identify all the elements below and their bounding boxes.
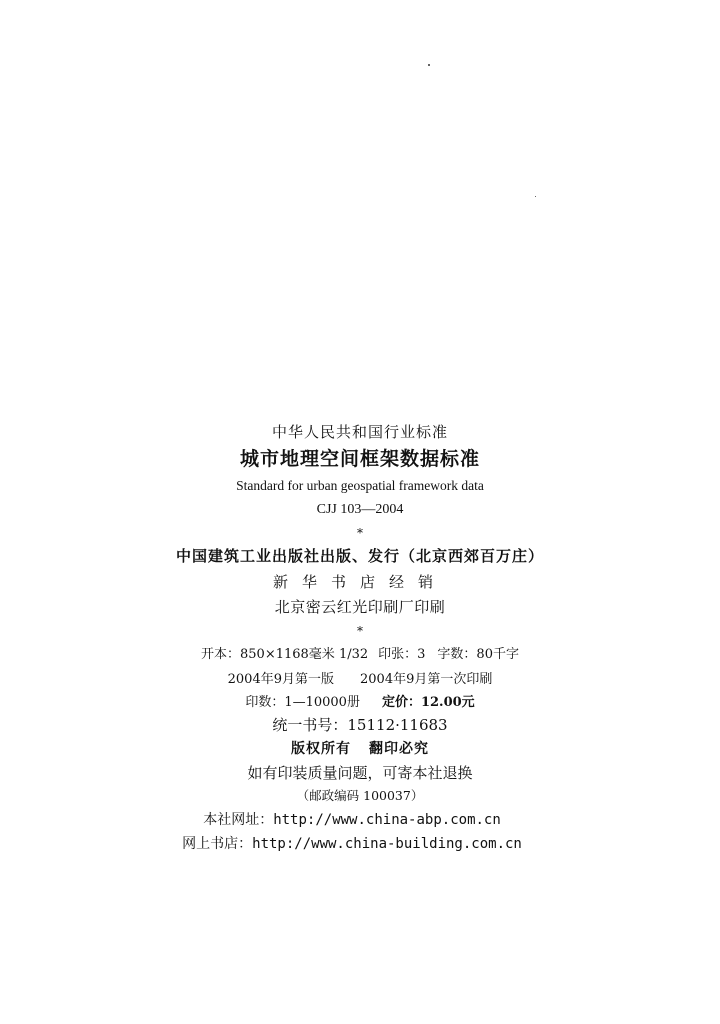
printed-sheets: 印张：3 xyxy=(378,647,426,662)
separator-star: * xyxy=(357,526,363,540)
reprint-prohibited: 翻印必究 xyxy=(369,741,429,757)
format-size: 开本：850×1168毫米 1/32 xyxy=(201,647,369,662)
format-line xyxy=(0,648,720,661)
publisher-line: 中国建筑工业出版社出版、发行（北京西郊百万庄） xyxy=(175,547,544,565)
edition-line xyxy=(0,673,720,686)
title-english: Standard for urban geospatial framework data xyxy=(236,478,484,493)
publisher-website: 本社网址：http://www.china-abp.com.cn xyxy=(203,812,501,828)
standard-type-heading: 中华人民共和国行业标准 xyxy=(271,423,448,441)
separator-star: * xyxy=(357,624,363,638)
standard-code: CJJ 103—2004 xyxy=(316,502,404,517)
rights-reserved: 版权所有 xyxy=(291,741,351,757)
online-bookshop: 网上书店：http://www.china-building.com.cn xyxy=(182,836,522,852)
printer-line: 北京密云红光印刷厂印刷 xyxy=(274,598,446,616)
book-number: 统一书号：15112·11683 xyxy=(272,716,448,734)
scan-speck xyxy=(535,196,536,197)
copyright-line xyxy=(0,742,720,756)
postcode: （邮政编码 100037） xyxy=(296,788,424,803)
title-chinese: 城市地理空间框架数据标准 xyxy=(239,448,480,470)
word-count: 字数：80千字 xyxy=(437,647,519,662)
scan-speck xyxy=(428,64,430,66)
print-run-line xyxy=(0,696,720,709)
distributor-line: 新华书店经销 xyxy=(272,573,447,591)
returns-notice: 如有印装质量问题，可寄本社退换 xyxy=(247,764,473,782)
printing-info: 2004年9月第一次印刷 xyxy=(360,672,493,687)
print-run: 印数：1—10000册 xyxy=(245,695,360,710)
price: 定价：12.00元 xyxy=(381,695,475,710)
edition-info: 2004年9月第一版 xyxy=(227,672,334,687)
